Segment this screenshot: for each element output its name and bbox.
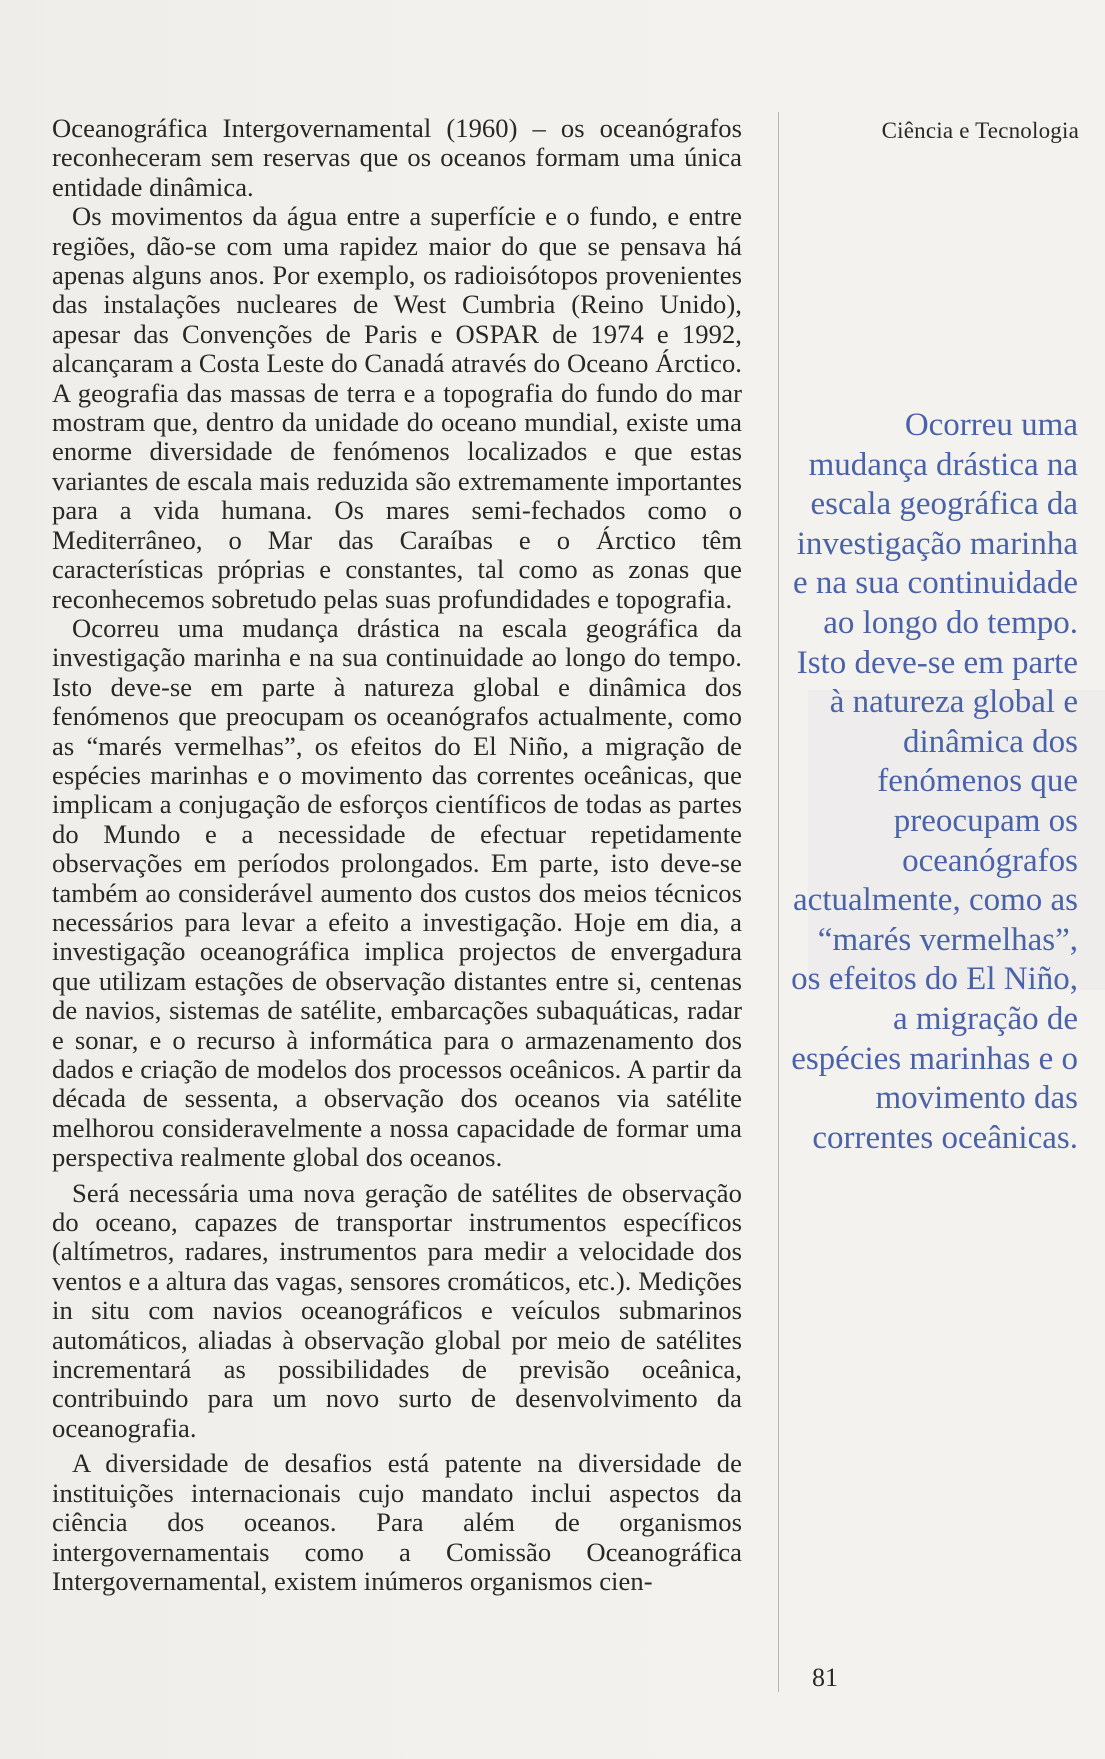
paragraph-5: A diversidade de desafios está patente na diversidade de instituições internacionais cujo mandato inclui aspectos da ciência dos oceanos. Para além de organismos intergovernamentais como a Comissão Oceanográfica Intergovernamental, existem inúmeros organismos cien-: [52, 1448, 742, 1596]
pull-quote: Ocorreu uma mudança drástica na escala geográfica da investigação marinha e na sua continuidade ao longo do tempo. Isto deve-se em parte à natureza global e dinâmica dos fenómenos que preocupam os oceanógrafos actualmente, como as “marés vermelhas”, os efeitos do El Niño, a migração de espécies marinhas e o movimento das correntes oceânicas.: [791, 407, 1078, 1156]
page-number: 81: [812, 1663, 838, 1692]
paragraph-1: Oceanográfica Intergovernamental (1960) – os oceanógrafos reconheceram sem reservas que os oceanos formam uma única entidade dinâmica.: [52, 113, 742, 202]
column-divider: [778, 112, 779, 1692]
body-text-column: [52, 114, 742, 1596]
paragraph-2: Os movimentos da água entre a superfície e o fundo, e entre regiões, dão-se com uma rapidez maior do que se pensava há apenas alguns anos. Por exemplo, os radioisótopos provenientes das instalações nucleares de West Cumbria (Reino Unido), apesar das Convenções de Paris e OSPAR de 1974 e 1992, alcançaram a Costa Leste do Canadá através do Oceano Árctico. A geografia das massas de terra e a topografia do fundo do mar mostram que, dentro da unidade do oceano mundial, existe uma enorme diversidade de fenómenos localizados e que estas variantes de escala mais reduzida são extremamente importantes para a vida humana. Os mares semi-fechados como o Mediterrâneo, o Mar das Caraíbas e o Árctico têm características próprias e constantes, tal como as zonas que reconhecemos sobretudo pelas suas profundidades e topografia.: [52, 201, 742, 614]
paragraph-4: Será necessária uma nova geração de satélites de observação do oceano, capazes de transportar instrumentos específicos (altímetros, radares, instrumentos para medir a velocidade dos ventos e a altura das vagas, sensores cromáticos, etc.). Medições in situ com navios oceanográficos e veículos submarinos automáticos, aliadas à observação global por meio de satélites incrementará as possibilidades de previsão oceânica, contribuindo para um novo surto de desenvolvimento da oceanografia.: [52, 1177, 742, 1443]
paragraph-3: Ocorreu uma mudança drástica na escala geográfica da investigação marinha e na sua continuidade ao longo do tempo. Isto deve-se em parte à natureza global e dinâmica dos fenómenos que preocupam os oceanógrafos actualmente, como as “marés vermelhas”, os efeitos do El Niño, a migração de espécies marinhas e o movimento das correntes oceânicas, que implicam a conjugação de esforços científicos de todas as partes do Mundo e a necessidade de efectuar repetidamente observações em períodos prolongados. Em parte, isto deve-se também ao considerável aumento dos custos dos meios técnicos necessários para levar a efeito a investigação. Hoje em dia, a investigação oceanográfica implica projectos de envergadura que utilizam estações de observação distantes entre si, centenas de navios, sistemas de satélite, embarcações subaquáticas, radar e sonar, e o recurso à informática para o armazenamento dos dados e criação de modelos dos processos oceânicos. A partir da década de sessenta, a observação dos oceanos via satélite melhorou consideravelmente a nossa capacidade de formar uma perspectiva realmente global dos oceanos.: [52, 612, 742, 1173]
running-head: Ciência e Tecnologia: [881, 118, 1079, 143]
